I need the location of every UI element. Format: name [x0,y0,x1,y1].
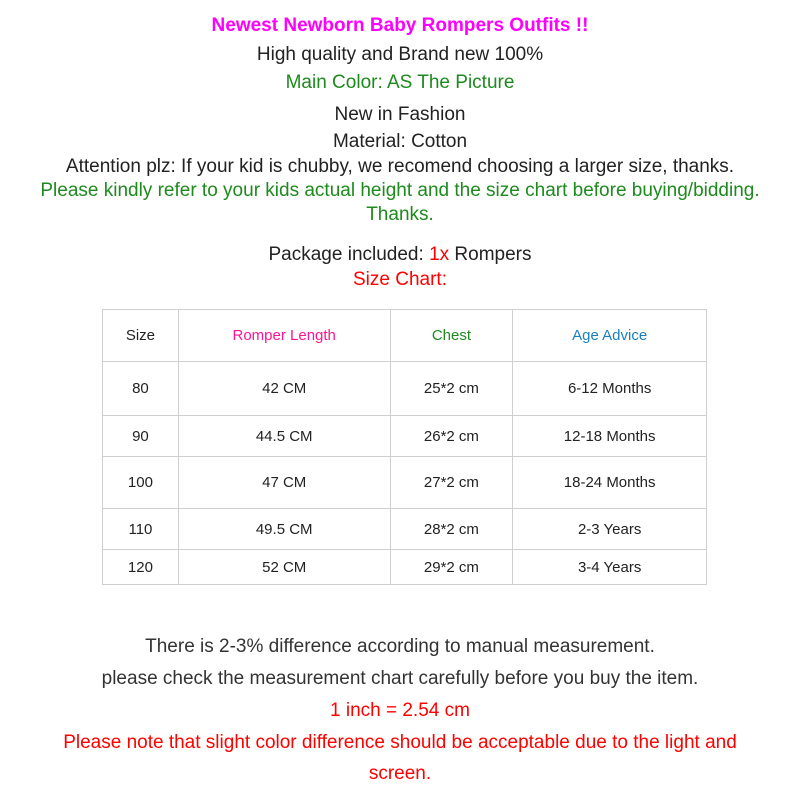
difference-note: There is 2-3% difference according to manual measurement. [145,636,655,657]
table-header-row [103,310,707,362]
cell-romper-length: 49.5 CM [178,509,390,550]
header-romper-length: Romper Length [178,310,390,362]
refer-line: Please kindly refer to your kids actual height and the size chart before buying/bidding. [40,180,760,201]
cell-romper-length: 44.5 CM [178,416,390,457]
cell-size: 100 [103,457,179,509]
cell-romper-length: 47 CM [178,457,390,509]
cell-chest: 28*2 cm [390,509,513,550]
quality-line: High quality and Brand new 100% [256,44,544,65]
package-prefix: Package included: [268,244,430,265]
material-line: Material: Cotton [332,131,468,152]
table-row [103,457,707,509]
attention-line: Attention plz: If your kid is chubby, we recomend choosing a larger size, thanks. [65,156,735,177]
cell-size: 90 [103,416,179,457]
package-item: Rompers [449,244,532,265]
color-difference-note: Please note that slight color difference should be acceptable due to the light and [63,732,737,753]
table-row [103,362,707,416]
fashion-line: New in Fashion [334,104,466,125]
size-chart-table [102,309,707,585]
package-line [0,244,800,266]
color-difference-note-end: screen. [368,763,432,784]
table-row [103,416,707,457]
cell-chest: 27*2 cm [390,457,513,509]
cell-age-advice: 2-3 Years [513,509,707,550]
cell-size: 80 [103,362,179,416]
main-color-line: Main Color: AS The Picture [285,72,515,93]
inch-conversion: 1 inch = 2.54 cm [330,700,470,721]
table-row [103,509,707,550]
header-size: Size [103,310,179,362]
cell-romper-length: 42 CM [178,362,390,416]
cell-chest: 26*2 cm [390,416,513,457]
cell-age-advice: 3-4 Years [513,550,707,585]
cell-age-advice: 18-24 Months [513,457,707,509]
cell-chest: 25*2 cm [390,362,513,416]
cell-age-advice: 12-18 Months [513,416,707,457]
cell-size: 110 [103,509,179,550]
product-title: Newest Newborn Baby Rompers Outfits !! [211,15,589,36]
check-note: please check the measurement chart carefully before you buy the item. [101,668,699,689]
header-chest: Chest [390,310,513,362]
cell-size: 120 [103,550,179,585]
package-qty: 1x [429,244,450,265]
cell-romper-length: 52 CM [178,550,390,585]
header-age-advice: Age Advice [513,310,707,362]
table-row [103,550,707,585]
cell-age-advice: 6-12 Months [513,362,707,416]
size-chart-label: Size Chart: [353,269,447,290]
cell-chest: 29*2 cm [390,550,513,585]
thanks-line: Thanks. [366,204,434,225]
